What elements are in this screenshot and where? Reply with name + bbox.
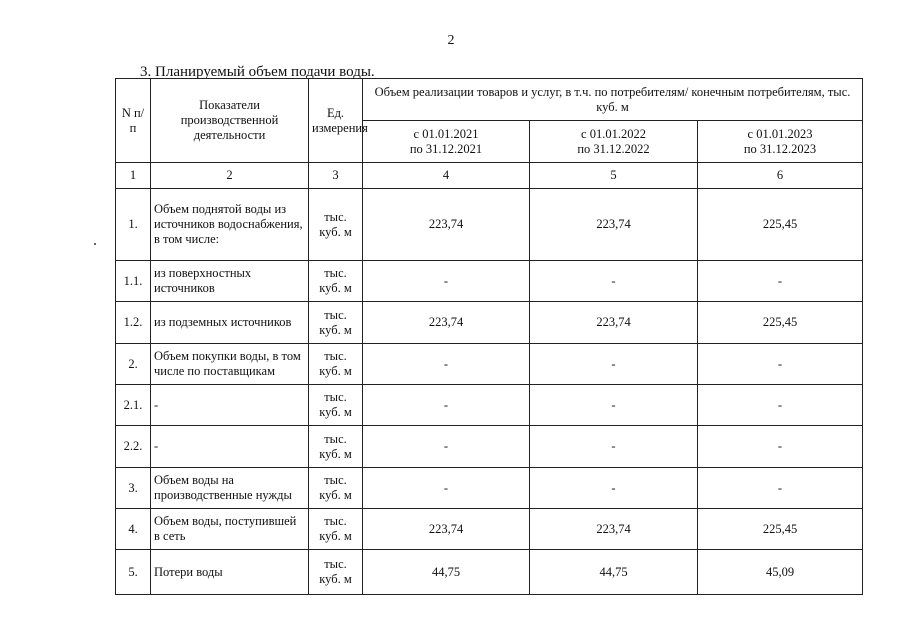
row-unit: тыс. куб. м <box>309 426 363 468</box>
column-number-row <box>116 163 863 189</box>
row-unit: тыс. куб. м <box>309 509 363 550</box>
value-2022: 44,75 <box>530 550 698 595</box>
row-unit: тыс. куб. м <box>309 468 363 509</box>
header-unit: Ед. измерения <box>309 79 363 163</box>
value-2023: - <box>698 261 863 302</box>
value-2023: - <box>698 468 863 509</box>
value-2021: 223,74 <box>363 189 530 261</box>
header-num: N п/п <box>116 79 151 163</box>
value-2021: - <box>363 385 530 426</box>
row-unit: тыс. куб. м <box>309 189 363 261</box>
row-unit: тыс. куб. м <box>309 302 363 344</box>
period-to: по 31.12.2023 <box>743 141 817 156</box>
header-indicator: Показатели производственной деятельности <box>151 79 309 163</box>
value-2022: - <box>530 385 698 426</box>
value-2022: 223,74 <box>530 509 698 550</box>
row-num: 3. <box>116 468 151 509</box>
row-num: 1. <box>116 189 151 261</box>
value-2023: - <box>698 426 863 468</box>
row-num: 5. <box>116 550 151 595</box>
table-row <box>116 344 863 385</box>
table-row <box>116 426 863 468</box>
value-2022: - <box>530 426 698 468</box>
row-unit: тыс. куб. м <box>309 261 363 302</box>
value-2023: 225,45 <box>698 302 863 344</box>
value-2021: 223,74 <box>363 509 530 550</box>
value-2022: - <box>530 468 698 509</box>
period-to: по 31.12.2021 <box>409 141 483 156</box>
value-2021: - <box>363 468 530 509</box>
section-title: 3. Планируемый объем подачи воды. <box>140 64 375 80</box>
header-period-2022 <box>530 121 698 163</box>
row-name: из поверхностных источников <box>151 261 309 302</box>
row-num: 1.1. <box>116 261 151 302</box>
row-unit: тыс. куб. м <box>309 550 363 595</box>
table-row <box>116 302 863 344</box>
row-unit: тыс. куб. м <box>309 344 363 385</box>
value-2023: 45,09 <box>698 550 863 595</box>
row-name: Объем поднятой воды из источников водоснабжения, в том числе: <box>151 189 309 261</box>
row-num: 1.2. <box>116 302 151 344</box>
col-number: 4 <box>363 163 530 189</box>
value-2022: 223,74 <box>530 302 698 344</box>
col-number: 2 <box>151 163 309 189</box>
value-2023: - <box>698 344 863 385</box>
value-2021: - <box>363 261 530 302</box>
table-row <box>116 468 863 509</box>
value-2022: - <box>530 344 698 385</box>
value-2021: - <box>363 344 530 385</box>
row-num: 2.1. <box>116 385 151 426</box>
value-2023: 225,45 <box>698 189 863 261</box>
row-name: - <box>151 426 309 468</box>
header-period-2023 <box>698 121 863 163</box>
col-number: 6 <box>698 163 863 189</box>
scan-speck <box>94 243 96 245</box>
value-2022: - <box>530 261 698 302</box>
value-2021: 44,75 <box>363 550 530 595</box>
header-volume: Объем реализации товаров и услуг, в т.ч. по потребителям/ конечным потребителям, тыс. куб. м <box>363 79 863 121</box>
row-name: Потери воды <box>151 550 309 595</box>
value-2021: 223,74 <box>363 302 530 344</box>
row-name: из подземных источников <box>151 302 309 344</box>
row-name: - <box>151 385 309 426</box>
row-unit: тыс. куб. м <box>309 385 363 426</box>
value-2022: 223,74 <box>530 189 698 261</box>
table-row <box>116 550 863 595</box>
col-number: 1 <box>116 163 151 189</box>
table-row <box>116 189 863 261</box>
row-name: Объем воды на производственные нужды <box>151 468 309 509</box>
period-from: с 01.01.2021 <box>413 126 479 141</box>
table-row <box>116 261 863 302</box>
row-num: 4. <box>116 509 151 550</box>
period-from: с 01.01.2023 <box>747 126 813 141</box>
col-number: 5 <box>530 163 698 189</box>
row-num: 2. <box>116 344 151 385</box>
col-number: 3 <box>309 163 363 189</box>
header-row-1 <box>116 79 863 121</box>
row-name: Объем покупки воды, в том числе по поставщикам <box>151 344 309 385</box>
value-2023: - <box>698 385 863 426</box>
header-period-2021 <box>363 121 530 163</box>
period-to: по 31.12.2022 <box>577 141 650 156</box>
value-2021: - <box>363 426 530 468</box>
row-num: 2.2. <box>116 426 151 468</box>
page-number: 2 <box>447 33 455 48</box>
water-supply-table <box>115 78 863 595</box>
table-row <box>116 385 863 426</box>
period-from: с 01.01.2022 <box>581 126 646 141</box>
value-2023: 225,45 <box>698 509 863 550</box>
table-row <box>116 509 863 550</box>
row-name: Объем воды, поступившей в сеть <box>151 509 309 550</box>
